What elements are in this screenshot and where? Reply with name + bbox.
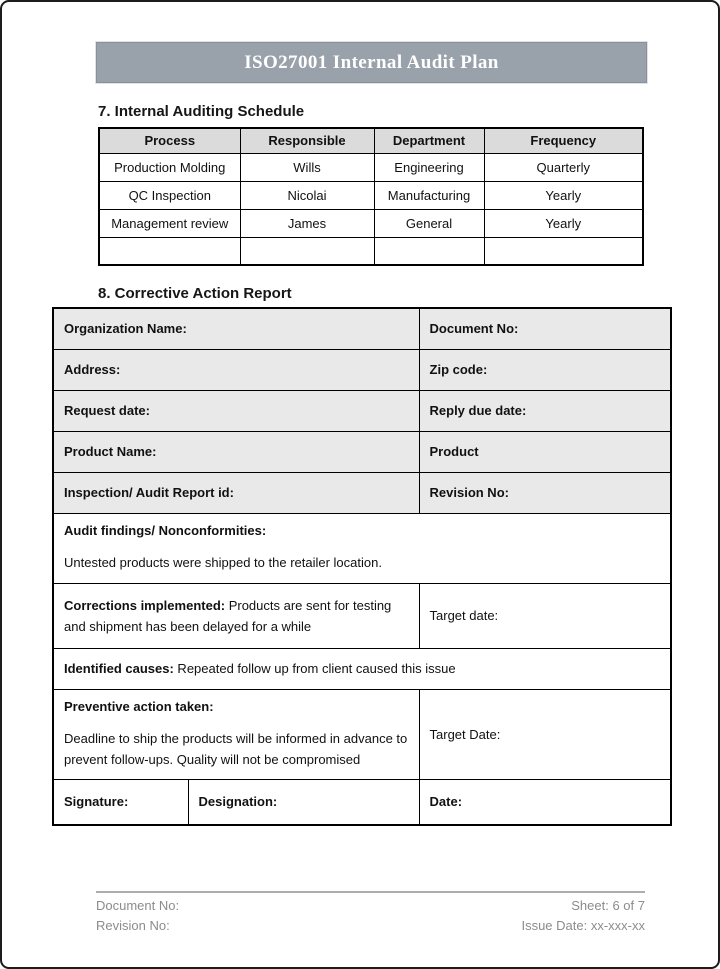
- cell-frequency: Yearly: [484, 209, 643, 237]
- cell-responsible: [240, 237, 374, 265]
- address-field: Address:: [53, 349, 419, 390]
- reply-due-date-field: Reply due date:: [419, 390, 671, 431]
- footer-left: [96, 896, 179, 936]
- corrections-implemented-label: Corrections implemented:: [64, 597, 226, 613]
- cell-responsible: James: [240, 209, 374, 237]
- cell-responsible: Nicolai: [240, 181, 374, 209]
- schedule-header-row: [99, 128, 643, 153]
- table-row: [53, 390, 671, 431]
- title-banner: [96, 42, 647, 83]
- table-row: [53, 513, 671, 583]
- table-row-empty: [99, 237, 643, 265]
- signature-field: Signature:: [53, 779, 188, 825]
- table-row: [53, 689, 671, 779]
- preventive-action-cell: [53, 689, 419, 779]
- table-row: [99, 153, 643, 181]
- cell-department: General: [374, 209, 484, 237]
- column-header-department: Department: [374, 128, 484, 153]
- footer-revision-no: Revision No:: [96, 918, 170, 933]
- table-row: [53, 583, 671, 648]
- cell-frequency: [484, 237, 643, 265]
- cell-frequency: Quarterly: [484, 153, 643, 181]
- table-row: [53, 779, 671, 825]
- identified-causes-text: Repeated follow up from client caused this issue: [173, 661, 456, 676]
- corrections-implemented-text: Products are sent for testing and shipment has been delayed for a while: [64, 597, 392, 634]
- audit-findings-text: Untested products were shipped to the retailer location.: [64, 554, 382, 570]
- preventive-action-label: Preventive action taken:: [64, 698, 214, 714]
- table-row: [53, 648, 671, 689]
- designation-field: Designation:: [188, 779, 419, 825]
- table-row: [99, 209, 643, 237]
- corrective-action-report-table: [52, 307, 672, 826]
- cell-department: Engineering: [374, 153, 484, 181]
- identified-causes-label: Identified causes:: [64, 661, 174, 676]
- organization-name-field: Organization Name:: [53, 308, 419, 349]
- section-8-heading: 8. Corrective Action Report: [98, 285, 292, 302]
- date-field: Date:: [419, 779, 671, 825]
- cell-process: [99, 237, 240, 265]
- cell-responsible: Wills: [240, 153, 374, 181]
- table-row: [53, 349, 671, 390]
- column-header-frequency: Frequency: [484, 128, 643, 153]
- cell-process: Management review: [99, 209, 240, 237]
- section-7-heading: 7. Internal Auditing Schedule: [98, 103, 305, 120]
- table-row: [53, 308, 671, 349]
- internal-auditing-schedule-table: [98, 127, 644, 266]
- page-footer: [96, 891, 645, 936]
- footer-document-no: Document No:: [96, 898, 180, 913]
- footer-issue-date: Issue Date: xx-xxx-xx: [521, 918, 645, 933]
- corrections-implemented-cell: [53, 583, 419, 648]
- cell-frequency: Yearly: [484, 181, 643, 209]
- cell-process: Production Molding: [99, 153, 240, 181]
- table-row: [99, 181, 643, 209]
- column-header-process: Process: [99, 128, 240, 153]
- document-title: ISO27001 Internal Audit Plan: [244, 51, 499, 73]
- cell-process: QC Inspection: [99, 181, 240, 209]
- audit-findings-cell: [53, 513, 671, 583]
- zip-code-field: Zip code:: [419, 349, 671, 390]
- preventive-action-text: Deadline to ship the products will be informed in advance to prevent follow-ups. Quality will not be compromised: [64, 730, 408, 767]
- cell-department: [374, 237, 484, 265]
- revision-no-field: Revision No:: [419, 472, 671, 513]
- table-row: [53, 472, 671, 513]
- target-date-field: Target date:: [419, 583, 671, 648]
- product-field: Product: [419, 431, 671, 472]
- identified-causes-cell: [53, 648, 671, 689]
- column-header-responsible: Responsible: [240, 128, 374, 153]
- footer-sheet: Sheet: 6 of 7: [571, 898, 645, 913]
- cell-department: Manufacturing: [374, 181, 484, 209]
- inspection-report-id-field: Inspection/ Audit Report id:: [53, 472, 419, 513]
- target-date-field-2: Target Date:: [419, 689, 671, 779]
- product-name-field: Product Name:: [53, 431, 419, 472]
- document-no-field: Document No:: [419, 308, 671, 349]
- request-date-field: Request date:: [53, 390, 419, 431]
- table-row: [53, 431, 671, 472]
- footer-right: [521, 896, 645, 936]
- audit-findings-label: Audit findings/ Nonconformities:: [64, 522, 267, 538]
